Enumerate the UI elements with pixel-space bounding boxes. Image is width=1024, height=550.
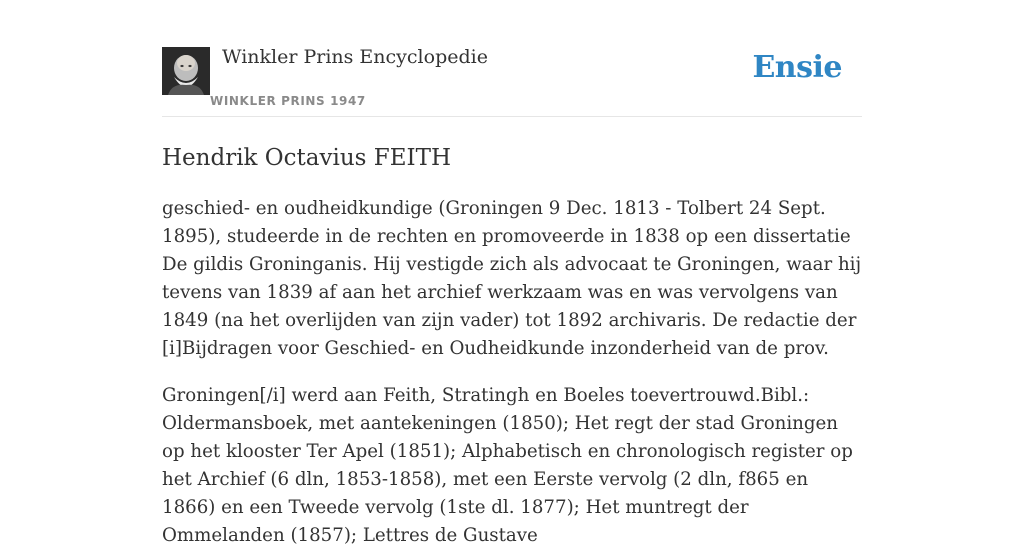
site-title[interactable]: Winkler Prins Encyclopedie — [222, 46, 488, 68]
site-subtitle[interactable]: WINKLER PRINS 1947 — [210, 94, 366, 108]
site-header — [162, 0, 862, 117]
author-avatar[interactable] — [162, 47, 210, 95]
portrait-icon — [162, 47, 210, 95]
page-container — [162, 0, 862, 550]
article-paragraph: Groningen[/i] werd aan Feith, Stratingh en Boeles toevertrouwd.Bibl.: Oldermansboek, met aantekeningen (1850); Het regt der stad Groningen op het klooster Ter Apel (1851); Alphabetisch en chronologisch register op het Archief (6 dln, 1853-1858), met een Eerste vervolg (2 dln, f865 en 1866) en een Tweede vervolg (1ste dl. 1877); Het muntregt der Ommelanden (1857); Lettres de Gustave — [162, 385, 853, 546]
article-paragraph: geschied- en oudheidkundige (Groningen 9 Dec. 1813 - Tolbert 24 Sept. 1895), studeerde in de rechten en promoveerde in 1838 op een dissertatie De gildis Groninganis. Hij vestigde zich als advocaat te Groningen, waar hij tevens van 1839 af aan het archief werkzaam was en was vervolgens van 1849 (na het overlijden van zijn vader) tot 1892 archivaris. De redactie der [i]Bijdragen voor Geschied- en Oudheidkunde inzonderheid van de prov. — [162, 198, 862, 359]
article-title: Hendrik Octavius FEITH — [162, 145, 452, 171]
brand-logo[interactable]: Ensie — [752, 50, 842, 85]
